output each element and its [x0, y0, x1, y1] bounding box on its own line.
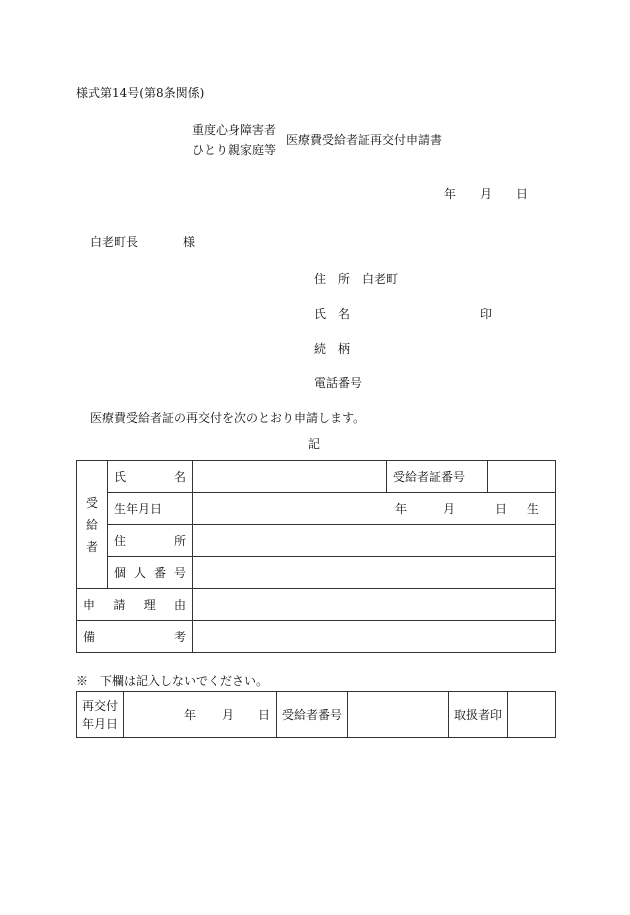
applicant-address-value: 白老町: [362, 272, 399, 286]
name-field[interactable]: [193, 461, 387, 493]
office-note: ※ 下欄は記入しないでください。: [76, 674, 269, 688]
reason-field[interactable]: [193, 589, 556, 621]
name-label: 氏 名: [108, 461, 193, 493]
ki-mark: 記: [308, 437, 321, 451]
request-statement: 医療費受給者証の再交付を次のとおり申請します。: [90, 411, 366, 425]
reason-label: 申 請 理 由: [77, 589, 193, 621]
address-label: 住 所: [108, 525, 193, 557]
handler-seal-field[interactable]: [508, 692, 556, 738]
addressee-honorific: 様: [183, 235, 196, 249]
applicant-name-label: 氏 名: [314, 307, 351, 321]
handler-seal-label: 取扱者印: [449, 692, 508, 738]
mynumber-label: 個 人 番 号: [108, 557, 193, 589]
applicant-phone-label: 電話番号: [314, 376, 363, 390]
reissue-date-field[interactable]: 年 月 日: [124, 692, 277, 738]
remarks-field[interactable]: [193, 621, 556, 653]
recipient-label: 受 給 者: [77, 461, 108, 589]
cert-number-label: 受給者証番号: [387, 461, 488, 493]
form-number: 様式第14号(第8条関係): [76, 86, 205, 100]
office-table: [76, 691, 556, 738]
date-year: 年: [444, 187, 457, 201]
address-field[interactable]: [193, 525, 556, 557]
birth-field[interactable]: 年 月 日 生: [193, 493, 556, 525]
date-month: 月: [480, 187, 493, 201]
applicant-relation-label: 続 柄: [314, 342, 351, 356]
date-day: 日: [516, 187, 529, 201]
cert-number-field[interactable]: [488, 461, 556, 493]
page-title: 医療費受給者証再交付申請書: [286, 133, 443, 147]
addressee-mayor: 白老町長: [90, 235, 139, 249]
remarks-label: 備 考: [77, 621, 193, 653]
office-cert-number-label: 受給者番号: [277, 692, 348, 738]
reissue-date-label: 再交付 年月日: [77, 692, 124, 738]
applicant-table: [76, 460, 556, 653]
title-category-line1: 重度心身障害者: [192, 123, 277, 137]
mynumber-field[interactable]: [193, 557, 556, 589]
birth-label: 生年月日: [108, 493, 193, 525]
office-cert-number-field[interactable]: [348, 692, 449, 738]
seal-mark: 印: [480, 307, 493, 321]
title-category-line2: ひとり親家庭等: [192, 143, 277, 157]
applicant-address-label: 住 所: [314, 272, 351, 286]
